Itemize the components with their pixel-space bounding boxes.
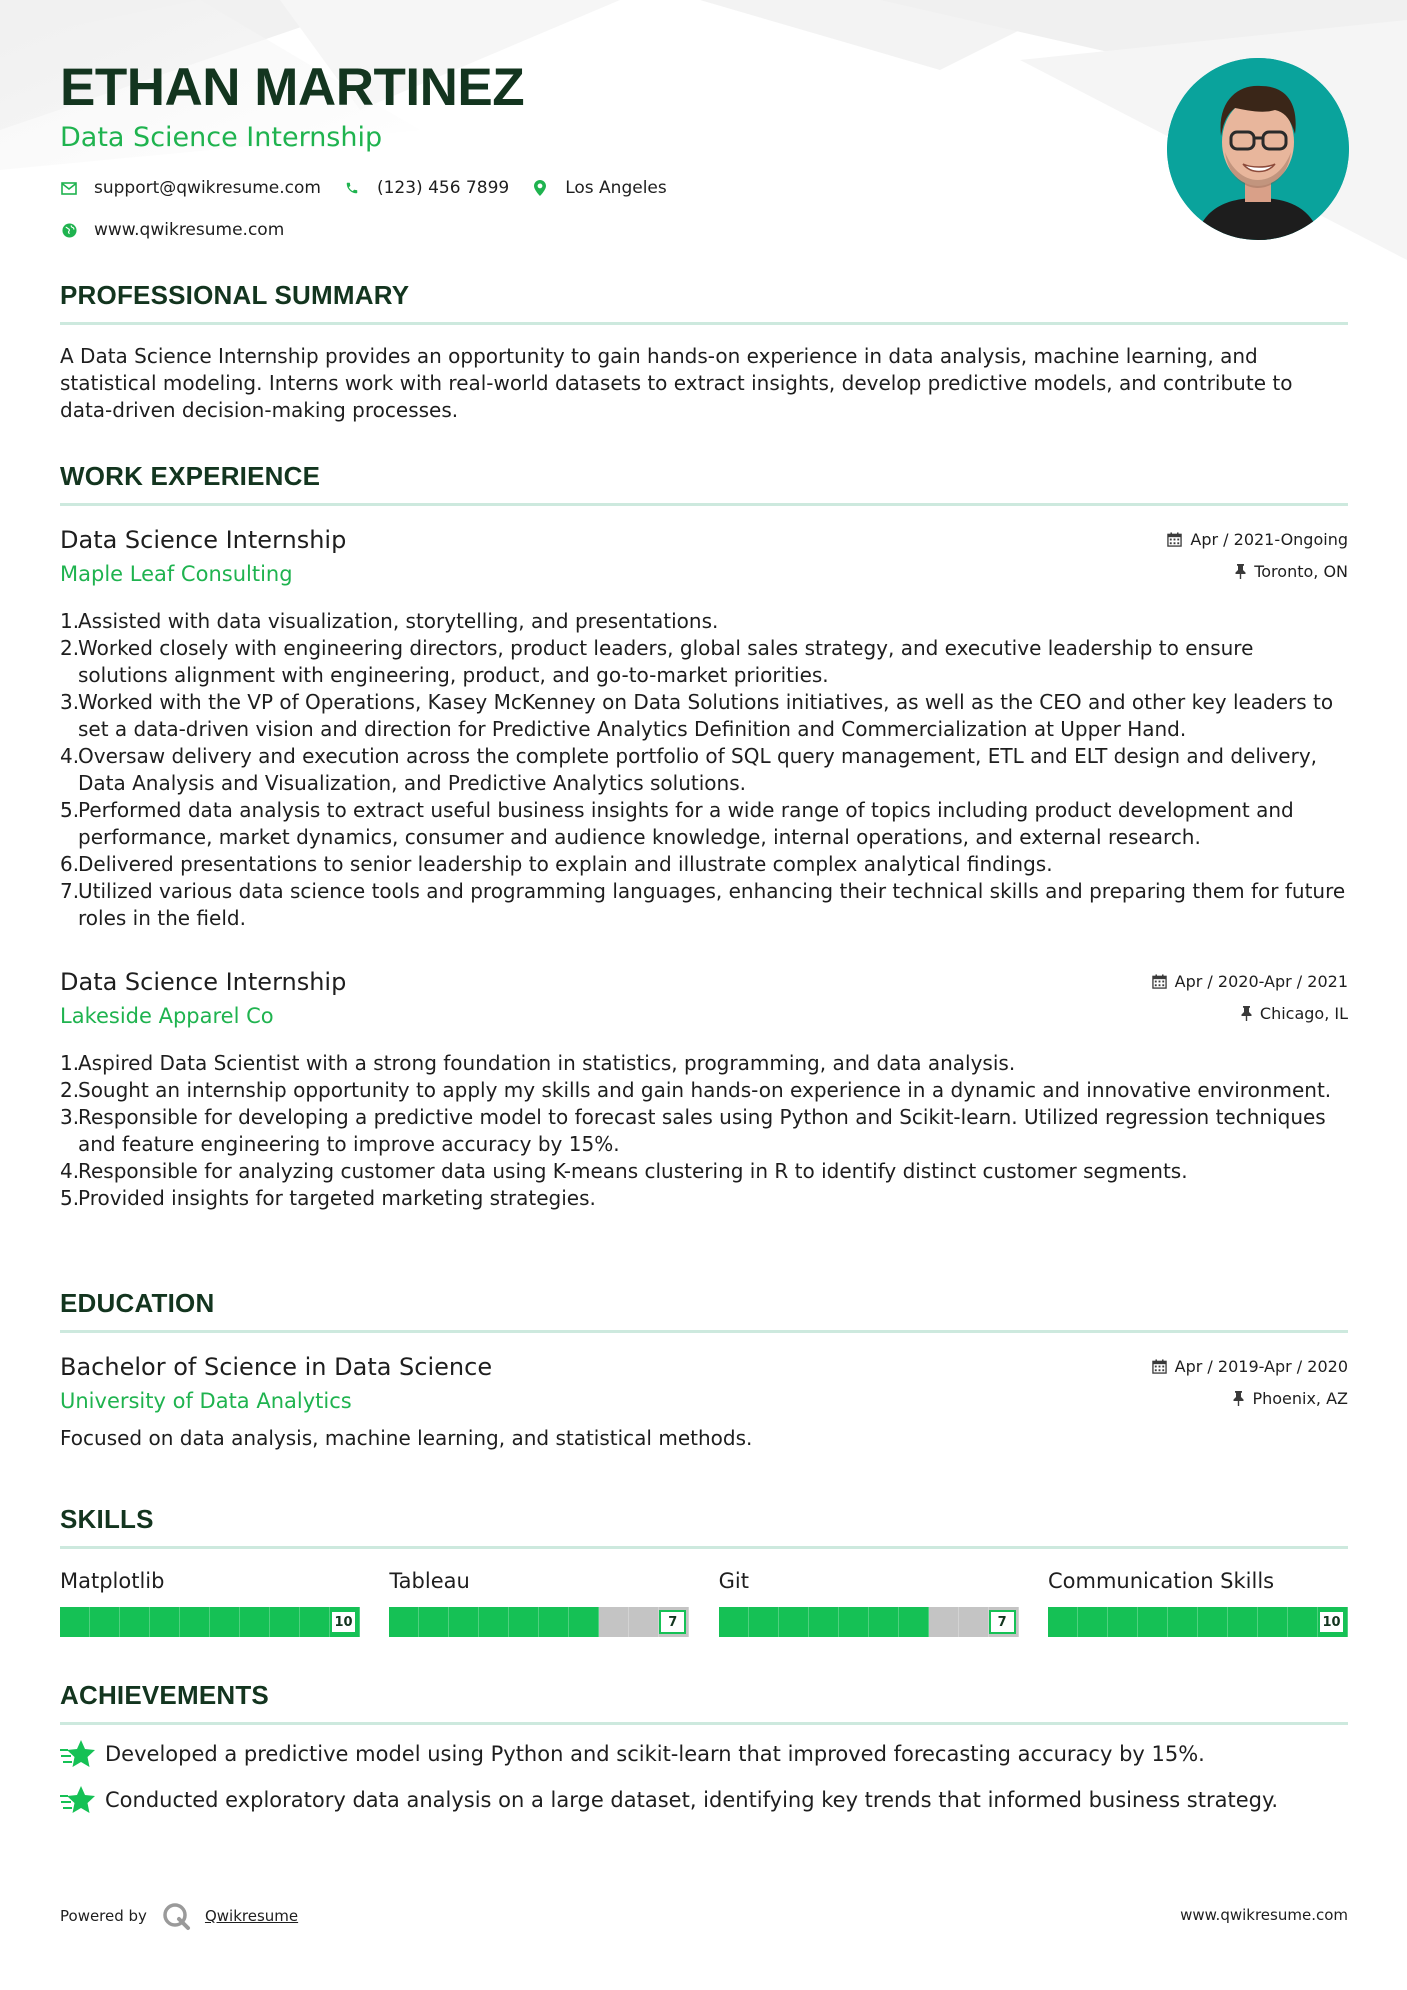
- skill-bar-segment: [389, 1607, 419, 1637]
- education-location-text: Phoenix, AZ: [1252, 1389, 1348, 1408]
- skill-bar-segment: [479, 1607, 509, 1637]
- job-location: [1235, 562, 1348, 581]
- skill-level-value: 10: [1318, 1610, 1345, 1634]
- skill-bar-segment: [210, 1607, 240, 1637]
- skill-bar-segment: [899, 1607, 929, 1637]
- list-item: 7. Utilized various data science tools and programming languages, enhancing their technical skills and preparing them for future roles in the field.: [60, 879, 1346, 930]
- calendar-icon: [1152, 974, 1167, 989]
- section-divider: [60, 503, 1348, 506]
- globe-icon: [60, 221, 78, 239]
- job-date-text: Apr / 2020-Apr / 2021: [1174, 972, 1348, 991]
- section-title: ACHIEVEMENTS: [60, 1680, 269, 1710]
- company-name: Lakeside Apparel Co: [60, 1004, 274, 1028]
- section-divider: [60, 1330, 1348, 1333]
- job-header: [60, 966, 1348, 1038]
- candidate-name: ETHAN MARTINEZ: [60, 58, 525, 117]
- list-item: 1. Assisted with data visualization, storytelling, and presentations.: [60, 609, 719, 633]
- star-icon: [60, 1785, 96, 1815]
- email-text: support@qwikresume.com: [94, 178, 321, 198]
- list-item: 4. Responsible for analyzing customer data using K-means clustering in R to identify distinct customer segments.: [60, 1159, 1188, 1183]
- job-location-text: Chicago, IL: [1259, 1004, 1348, 1023]
- skill-bar-segment: [509, 1607, 539, 1637]
- qwikresume-link[interactable]: Qwikresume: [204, 1907, 299, 1925]
- section-divider: [60, 1722, 1348, 1725]
- skill-name: Git: [718, 1569, 749, 1593]
- skill-level-value: 10: [330, 1610, 357, 1634]
- skill-item: [389, 1567, 689, 1637]
- skill-name: Communication Skills: [1047, 1569, 1275, 1593]
- header: [60, 56, 1060, 242]
- skill-bar-segment: [150, 1607, 180, 1637]
- star-icon: [60, 1739, 96, 1769]
- skill-item: [1048, 1567, 1348, 1637]
- skill-bar-segment: [1228, 1607, 1258, 1637]
- achievement-item: [60, 1785, 1348, 1815]
- pushpin-icon: [1235, 564, 1246, 579]
- skill-name: Matplotlib: [60, 1569, 165, 1593]
- job-title: Data Science Internship: [60, 526, 347, 554]
- skill-bar-segment: [1138, 1607, 1168, 1637]
- skill-level-bar: [1048, 1607, 1348, 1637]
- skill-bar-segment: [749, 1607, 779, 1637]
- phone-icon: [343, 179, 361, 197]
- school-name: University of Data Analytics: [60, 1389, 352, 1413]
- achievements-list: [60, 1739, 1348, 1815]
- skill-bar-segment: [599, 1607, 629, 1637]
- job-location-text: Toronto, ON: [1254, 562, 1348, 581]
- job-date: [1167, 530, 1348, 549]
- list-item: 2. Worked closely with engineering directors, product leaders, global sales strategy, and executive leadership to ensure solutions alignment with engineering, product, and go-to-market priorities.: [60, 636, 1254, 687]
- list-item: 2. Sought an internship opportunity to apply my skills and gain hands-on experience in a dynamic and innovative environment.: [60, 1078, 1332, 1102]
- section-title: WORK EXPERIENCE: [60, 461, 321, 491]
- education-location: [1233, 1389, 1348, 1408]
- skill-bar-segment: [629, 1607, 659, 1637]
- job-entry: [60, 966, 1348, 1212]
- skill-level-bar: [60, 1607, 360, 1637]
- job-duties-list: [60, 1050, 1348, 1212]
- skill-item: [60, 1567, 360, 1637]
- list-item: 5. Performed data analysis to extract useful business insights for a wide range of topics including product development and performance, market dynamics, consumer and audience knowledge, internal operations, and external research.: [60, 798, 1294, 849]
- skills-row: [60, 1567, 1348, 1637]
- list-item: 3. Worked with the VP of Operations, Kasey McKenney on Data Solutions initiatives, as well as the CEO and other key leaders to set a data-driven vision and direction for Predictive Analytics Definition and Commercialization at Upper Hand.: [60, 690, 1334, 741]
- summary-text: A Data Science Internship provides an opportunity to gain hands-on experience in data analysis, machine learning, and statistical modeling. Interns work with real-world datasets to extract insights, develop predictive models, and contribute to data-driven decision-making processes.: [60, 344, 1293, 422]
- section-title: PROFESSIONAL SUMMARY: [60, 280, 410, 310]
- education-date-text: Apr / 2019-Apr / 2020: [1174, 1357, 1348, 1376]
- calendar-icon: [1167, 532, 1182, 547]
- skill-bar-segment: [1108, 1607, 1138, 1637]
- skill-level-value: 7: [989, 1610, 1016, 1634]
- footer: [60, 1898, 1348, 1934]
- skill-bar-segment: [1078, 1607, 1108, 1637]
- skill-bar-segment: [779, 1607, 809, 1637]
- section-divider: [60, 1546, 1348, 1549]
- skill-bar-segment: [449, 1607, 479, 1637]
- job-header: [60, 524, 1348, 596]
- skill-level-bar: [389, 1607, 689, 1637]
- skill-bar-segment: [300, 1607, 330, 1637]
- skill-bar-segment: [240, 1607, 270, 1637]
- contact-row: [60, 176, 1060, 200]
- section-professional-summary: [60, 278, 1348, 424]
- skill-bar-segment: [929, 1607, 959, 1637]
- section-skills: [60, 1502, 1348, 1637]
- skill-bar-segment: [809, 1607, 839, 1637]
- achievement-item: [60, 1739, 1348, 1769]
- education-header: [60, 1351, 1348, 1423]
- skill-bar-segment: [1288, 1607, 1318, 1637]
- skill-level-bar: [719, 1607, 1019, 1637]
- website-text: www.qwikresume.com: [94, 220, 285, 240]
- contact-location: [531, 178, 667, 198]
- skill-bar-segment: [1258, 1607, 1288, 1637]
- education-date: [1152, 1357, 1348, 1376]
- contact-email[interactable]: [60, 178, 321, 198]
- skill-bar-segment: [1168, 1607, 1198, 1637]
- pushpin-icon: [1241, 1006, 1252, 1021]
- skill-bar-segment: [569, 1607, 599, 1637]
- list-item: 3. Responsible for developing a predictive model to forecast sales using Python and Scikit-learn. Utilized regression techniques and feature engineering to improve accuracy by 15%.: [60, 1105, 1326, 1156]
- skill-item: [719, 1567, 1019, 1637]
- location-text: Los Angeles: [565, 178, 667, 198]
- job-duties-list: [60, 608, 1348, 932]
- section-title: SKILLS: [60, 1504, 154, 1534]
- skill-bar-segment: [419, 1607, 449, 1637]
- skill-bar-segment: [180, 1607, 210, 1637]
- skill-bar-segment: [1048, 1607, 1078, 1637]
- skill-bar-segment: [539, 1607, 569, 1637]
- job-title: Data Science Internship: [60, 968, 347, 996]
- skill-bar-segment: [120, 1607, 150, 1637]
- list-item: 5. Provided insights for targeted marketing strategies.: [60, 1186, 596, 1210]
- job-date-text: Apr / 2021-Ongoing: [1190, 530, 1348, 549]
- achievement-text: Conducted exploratory data analysis on a large dataset, identifying key trends that informed business strategy.: [105, 1788, 1279, 1812]
- job-location: [1241, 1004, 1348, 1023]
- envelope-icon: [60, 179, 78, 197]
- candidate-role: Data Science Internship: [60, 122, 383, 153]
- section-education: [60, 1286, 1348, 1452]
- skill-bar-segment: [959, 1607, 989, 1637]
- skill-bar-segment: [270, 1607, 300, 1637]
- footer-website-link[interactable]: www.qwikresume.com: [1180, 1906, 1348, 1924]
- job-date: [1152, 972, 1348, 991]
- education-description: Focused on data analysis, machine learning, and statistical methods.: [60, 1426, 753, 1450]
- skill-bar-segment: [90, 1607, 120, 1637]
- skill-name: Tableau: [389, 1569, 470, 1593]
- section-divider: [60, 322, 1348, 325]
- skill-bar-segment: [839, 1607, 869, 1637]
- section-work-experience: [60, 459, 1348, 1212]
- skill-bar-segment: [1198, 1607, 1228, 1637]
- skill-bar-segment: [60, 1607, 90, 1637]
- list-item: 6. Delivered presentations to senior leadership to explain and illustrate complex analytical findings.: [60, 852, 1053, 876]
- company-name: Maple Leaf Consulting: [60, 562, 293, 586]
- degree-title: Bachelor of Science in Data Science: [60, 1353, 493, 1381]
- phone-text: (123) 456 7899: [376, 178, 510, 198]
- map-pin-icon: [531, 179, 549, 197]
- skill-bar-segment: [869, 1607, 899, 1637]
- list-item: 4. Oversaw delivery and execution across the complete portfolio of SQL query management, ETL and ELT design and delivery, Data Analysis and Visualization, and Predictive Analytics solutions.: [60, 744, 1318, 795]
- contact-website[interactable]: [60, 220, 284, 240]
- calendar-icon: [1152, 1359, 1167, 1374]
- skill-bar-segment: [719, 1607, 749, 1637]
- contact-row-2: [60, 218, 1060, 242]
- pushpin-icon: [1233, 1391, 1244, 1406]
- section-achievements: [60, 1678, 1348, 1815]
- contact-phone[interactable]: [343, 178, 509, 198]
- profile-photo: [1167, 58, 1349, 240]
- section-title: EDUCATION: [60, 1288, 215, 1318]
- qwikresume-logo-icon: [161, 1901, 191, 1931]
- skill-level-value: 7: [659, 1610, 686, 1634]
- achievement-text: Developed a predictive model using Python and scikit-learn that improved forecasting accuracy by 15%.: [105, 1742, 1205, 1766]
- powered-by-label: Powered by: [60, 1907, 147, 1925]
- list-item: 1. Aspired Data Scientist with a strong foundation in statistics, programming, and data analysis.: [60, 1051, 1016, 1075]
- job-entry: [60, 524, 1348, 932]
